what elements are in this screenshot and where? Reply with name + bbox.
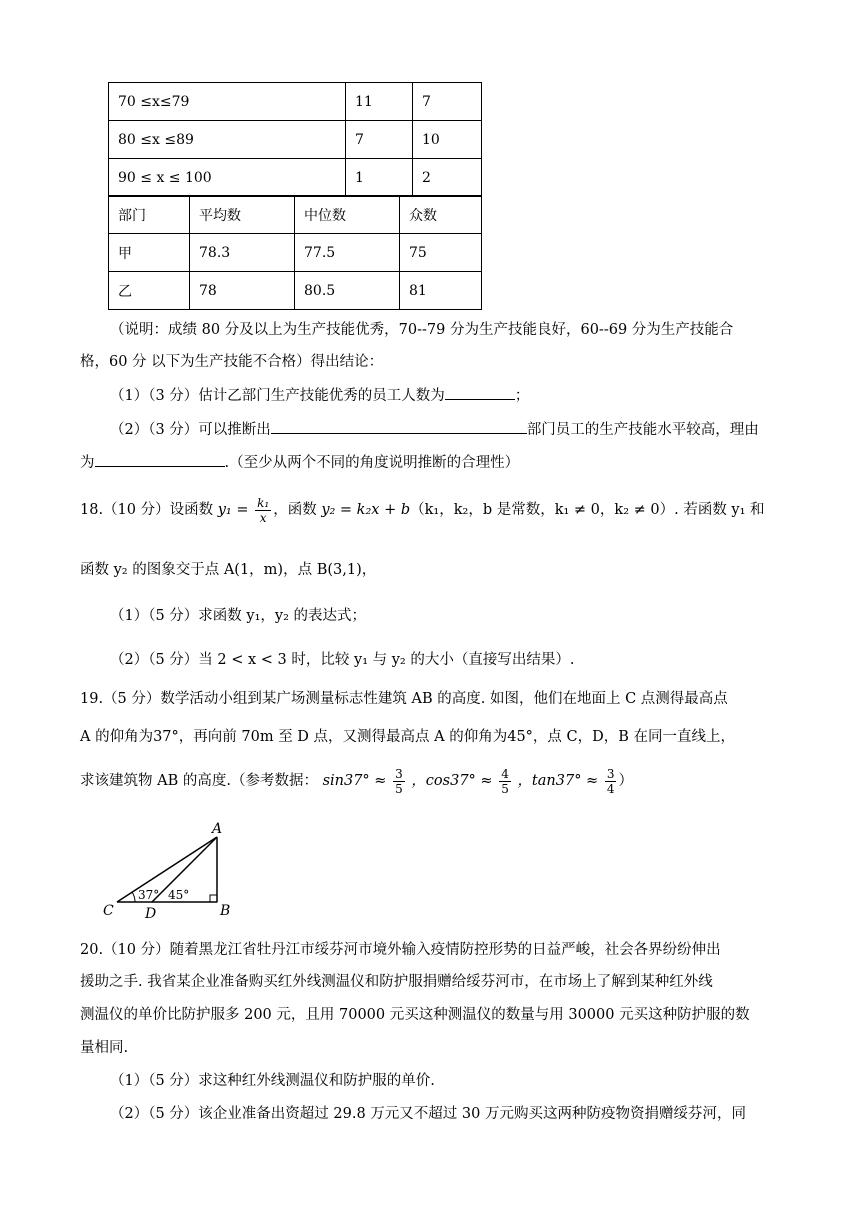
question-17-2 <box>110 418 759 439</box>
label-d: D <box>145 906 157 920</box>
score-table <box>108 82 482 197</box>
angle-37: 37° <box>138 888 160 902</box>
q-text: ） <box>618 773 633 789</box>
fraction <box>605 767 617 796</box>
math-expr: y₁ = <box>217 502 249 518</box>
problem-18-line1 <box>80 495 765 525</box>
fraction-num: 3 <box>606 766 615 781</box>
count-cell: 7 <box>413 83 482 121</box>
stat-cell: 75 <box>400 234 482 272</box>
problem-20-line3: 测温仪的单价比防护服多 200 元，且用 70000 元买这种测温仪的数量与用 30000 元买这种防护服的数 <box>80 1007 750 1023</box>
header-cell: 平均数 <box>190 196 295 234</box>
count-cell: 2 <box>413 159 482 197</box>
problem-20-line4: 量相同. <box>80 1040 129 1056</box>
triangle-figure <box>95 815 245 920</box>
problem-20-q2: （2）（5 分）该企业准备出资超过 29.8 万元又不超过 30 万元购买这两种防疫物资捐赠绥芬河，同 <box>110 1106 746 1122</box>
problem-18-q2: （2）（5 分）当 2 < x < 3 时，比较 y₁ 与 y₂ 的大小（直接写出结果）. <box>110 652 575 668</box>
q-text: ； <box>514 388 530 404</box>
math-expr: ，cos37° ≈ <box>411 773 493 789</box>
q-text: （2）（3 分）可以推断出 <box>110 422 271 438</box>
stats-table <box>108 195 482 310</box>
q-text: 求该建筑物 AB 的高度.（参考数据： <box>80 773 318 789</box>
problem-19-line1: 19.（5 分）数学活动小组到某广场测量标志性建筑 AB 的高度. 如图，他们在地面上 C 点测得最高点 <box>80 691 728 707</box>
answer-blank <box>95 452 225 467</box>
angle-45: 45° <box>168 888 190 902</box>
range-cell: 90 ≤ x ≤ 100 <box>109 159 346 197</box>
stat-cell: 80.5 <box>295 272 400 310</box>
range-cell: 70 ≤x≤79 <box>109 83 346 121</box>
fraction <box>393 767 405 796</box>
stat-cell: 78.3 <box>190 234 295 272</box>
stat-cell: 81 <box>400 272 482 310</box>
q-text: ，函数 <box>273 502 317 518</box>
problem-18-line2: 函数 y₂ 的图象交于点 A(1，m)，点 B(3,1)， <box>80 562 377 578</box>
fraction-num: k₁ <box>257 495 270 510</box>
fraction-den: x <box>259 510 267 525</box>
answer-blank <box>445 385 515 400</box>
fraction-den: 4 <box>606 781 615 796</box>
label-c: C <box>103 903 114 919</box>
q-text: （k₁，k₂，b 是常数，k₁ ≠ 0，k₂ ≠ 0）. 若函数 y₁ 和 <box>410 502 765 518</box>
fraction <box>255 496 271 525</box>
header-cell: 中位数 <box>295 196 400 234</box>
q-text: （1）（3 分）估计乙部门生产技能优秀的员工人数为 <box>110 388 445 404</box>
math-expr: sin37° ≈ <box>322 773 387 789</box>
q-text: 部门员工的生产技能水平较高，理由 <box>526 422 759 438</box>
count-cell: 7 <box>346 121 413 159</box>
stat-cell: 77.5 <box>295 234 400 272</box>
count-cell: 11 <box>346 83 413 121</box>
q-text: .（至少从两个不同的角度说明推断的合理性） <box>224 455 520 471</box>
stat-cell: 乙 <box>109 272 190 310</box>
problem-19-line2: A 的仰角为37°，再向前 70m 至 D 点，又测得最高点 A 的仰角为45°，点 C，D，B 在同一直线上， <box>80 729 736 745</box>
math-expr: ，tan37° ≈ <box>517 773 599 789</box>
stat-cell: 78 <box>190 272 295 310</box>
note-line: 格，60 分 以下为生产技能不合格）得出结论： <box>80 354 384 370</box>
problem-19-line3 <box>80 766 633 796</box>
question-17-2-cont <box>80 451 519 472</box>
header-cell: 部门 <box>109 196 190 234</box>
fraction-den: 5 <box>395 781 403 796</box>
answer-blank <box>271 419 527 434</box>
angle-arc <box>132 892 135 902</box>
label-a: A <box>212 821 223 837</box>
right-angle-mark <box>210 895 217 902</box>
header-cell: 众数 <box>400 196 482 234</box>
range-cell: 80 ≤x ≤89 <box>109 121 346 159</box>
fraction <box>499 767 511 796</box>
problem-20-q1: （1）（5 分）求这种红外线测温仪和防护服的单价. <box>110 1073 435 1089</box>
question-17-1 <box>110 384 529 405</box>
label-b: B <box>220 903 231 919</box>
fraction-num: 3 <box>395 766 403 781</box>
note-line: （说明：成绩 80 分及以上为生产技能优秀，70--79 分为生产技能良好，60--69 分为生产技能合 <box>110 322 734 338</box>
problem-20-line1: 20.（10 分）随着黑龙江省牡丹江市绥芬河市境外输入疫情防控形势的日益严峻，社会各界纷纷伸出 <box>80 942 721 958</box>
q-text: 为 <box>80 455 95 471</box>
problem-20-line2: 援助之手. 我省某企业准备购买红外线测温仪和防护服捐赠给绥芬河市，在市场上了解到某种红外线 <box>80 974 713 990</box>
problem-18-q1: （1）（5 分）求函数 y₁，y₂ 的表达式； <box>110 608 367 624</box>
math-expr: y₂ = k₂x + b <box>321 502 411 518</box>
stat-cell: 甲 <box>109 234 190 272</box>
q-text: 18.（10 分）设函数 <box>80 502 214 518</box>
count-cell: 1 <box>346 159 413 197</box>
fraction-num: 4 <box>501 766 509 781</box>
count-cell: 10 <box>413 121 482 159</box>
fraction-den: 5 <box>501 781 509 796</box>
